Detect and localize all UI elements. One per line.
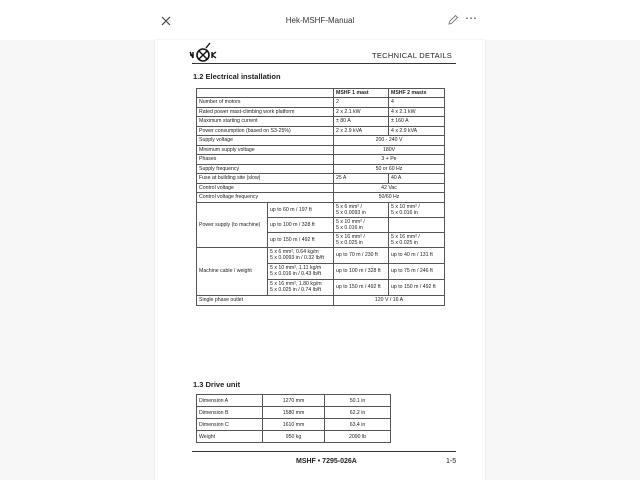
table-row: Supply voltage 200 - 240 V [197,136,445,146]
table-row: Power consumption (based on S3-25%) 2 x 2.9 kVA 4 x 2.9 kVA [197,126,445,136]
electrical-table [196,88,445,306]
table-row: Power supply (to machine) up to 60 m / 197 ft 5 x 6 mm² / 5 x 0.0093 in 5 x 10 mm² / 5 x 0.016 in [197,202,445,217]
table-row: Rated power mast-climbing work platform 2 x 2.1 kW 4 x 2.1 kW [197,107,445,117]
table-row: up to 150 m / 492 ft 5 x 16 mm² / 5 x 0.025 in 5 x 16 mm² / 5 x 0.025 in [197,232,445,247]
table-row: Dimension C 1610 mm 63.4 in [197,419,391,431]
document-id: MSHF • 7295-026A [296,458,357,465]
page-number: 1-5 [446,458,457,465]
window-title: Hek-MSHF-Manual [285,16,355,25]
table-row: Machine cable / weight 5 x 6 mm², 0.64 kg/m 5 x 0.0093 in / 0.32 lb/ft up to 70 m / 230 ft up to 40 m / 131 ft [197,247,445,263]
table-row: up to 100 m / 328 ft 5 x 10 mm² / 5 x 0.016 in [197,217,445,232]
table-row: Minimum supply voltage 180V [197,145,445,155]
electrical-heading: 1.2 Electrical installation [193,72,281,81]
table-row: MSHF 1 mast MSHF 2 masts [197,89,445,98]
table-row: 5 x 16 mm², 1.80 kg/m 5 x 0.025 in / 0.74 lb/ft up to 150 m / 492 ft up to 150 m / 492 ft [197,279,445,295]
table-row: Phases 3 + Pe [197,155,445,165]
pencil-icon[interactable] [446,13,460,27]
header-divider [192,63,456,64]
table-row: Supply frequency 50 or 60 Hz [197,164,445,174]
table-row: Weight 950 kg 2090 lb [197,431,391,443]
drive-heading: 1.3 Drive unit [193,380,241,389]
table-row: Control voltage frequency 50/60 Hz [197,193,445,203]
table-row: Number of motors 2 4 [197,98,445,108]
drive-table [196,394,391,443]
table-row: Control voltage 42 Vac [197,183,445,193]
table-row: Fuse at building site (slow) 25 A 40 A [197,174,445,184]
footer-divider [192,451,456,452]
table-row: Maximum starting current ± 80 A ± 160 A [197,117,445,127]
table-row: Single phase outlet 120 V / 16 A [197,295,445,305]
table-row: Dimension A 1270 mm 50.1 in [197,395,391,407]
table-row: Dimension B 1580 mm 62.2 in [197,407,391,419]
toolbar [0,0,640,40]
table-row: 5 x 10 mm², 1.11 kg/m 5 x 0.016 in / 0.43 lb/ft up to 100 m / 328 ft up to 75 m / 246 ft [197,263,445,279]
section-header: TECHNICAL DETAILS [372,51,453,60]
more-icon[interactable]: ⋯ [465,11,477,25]
